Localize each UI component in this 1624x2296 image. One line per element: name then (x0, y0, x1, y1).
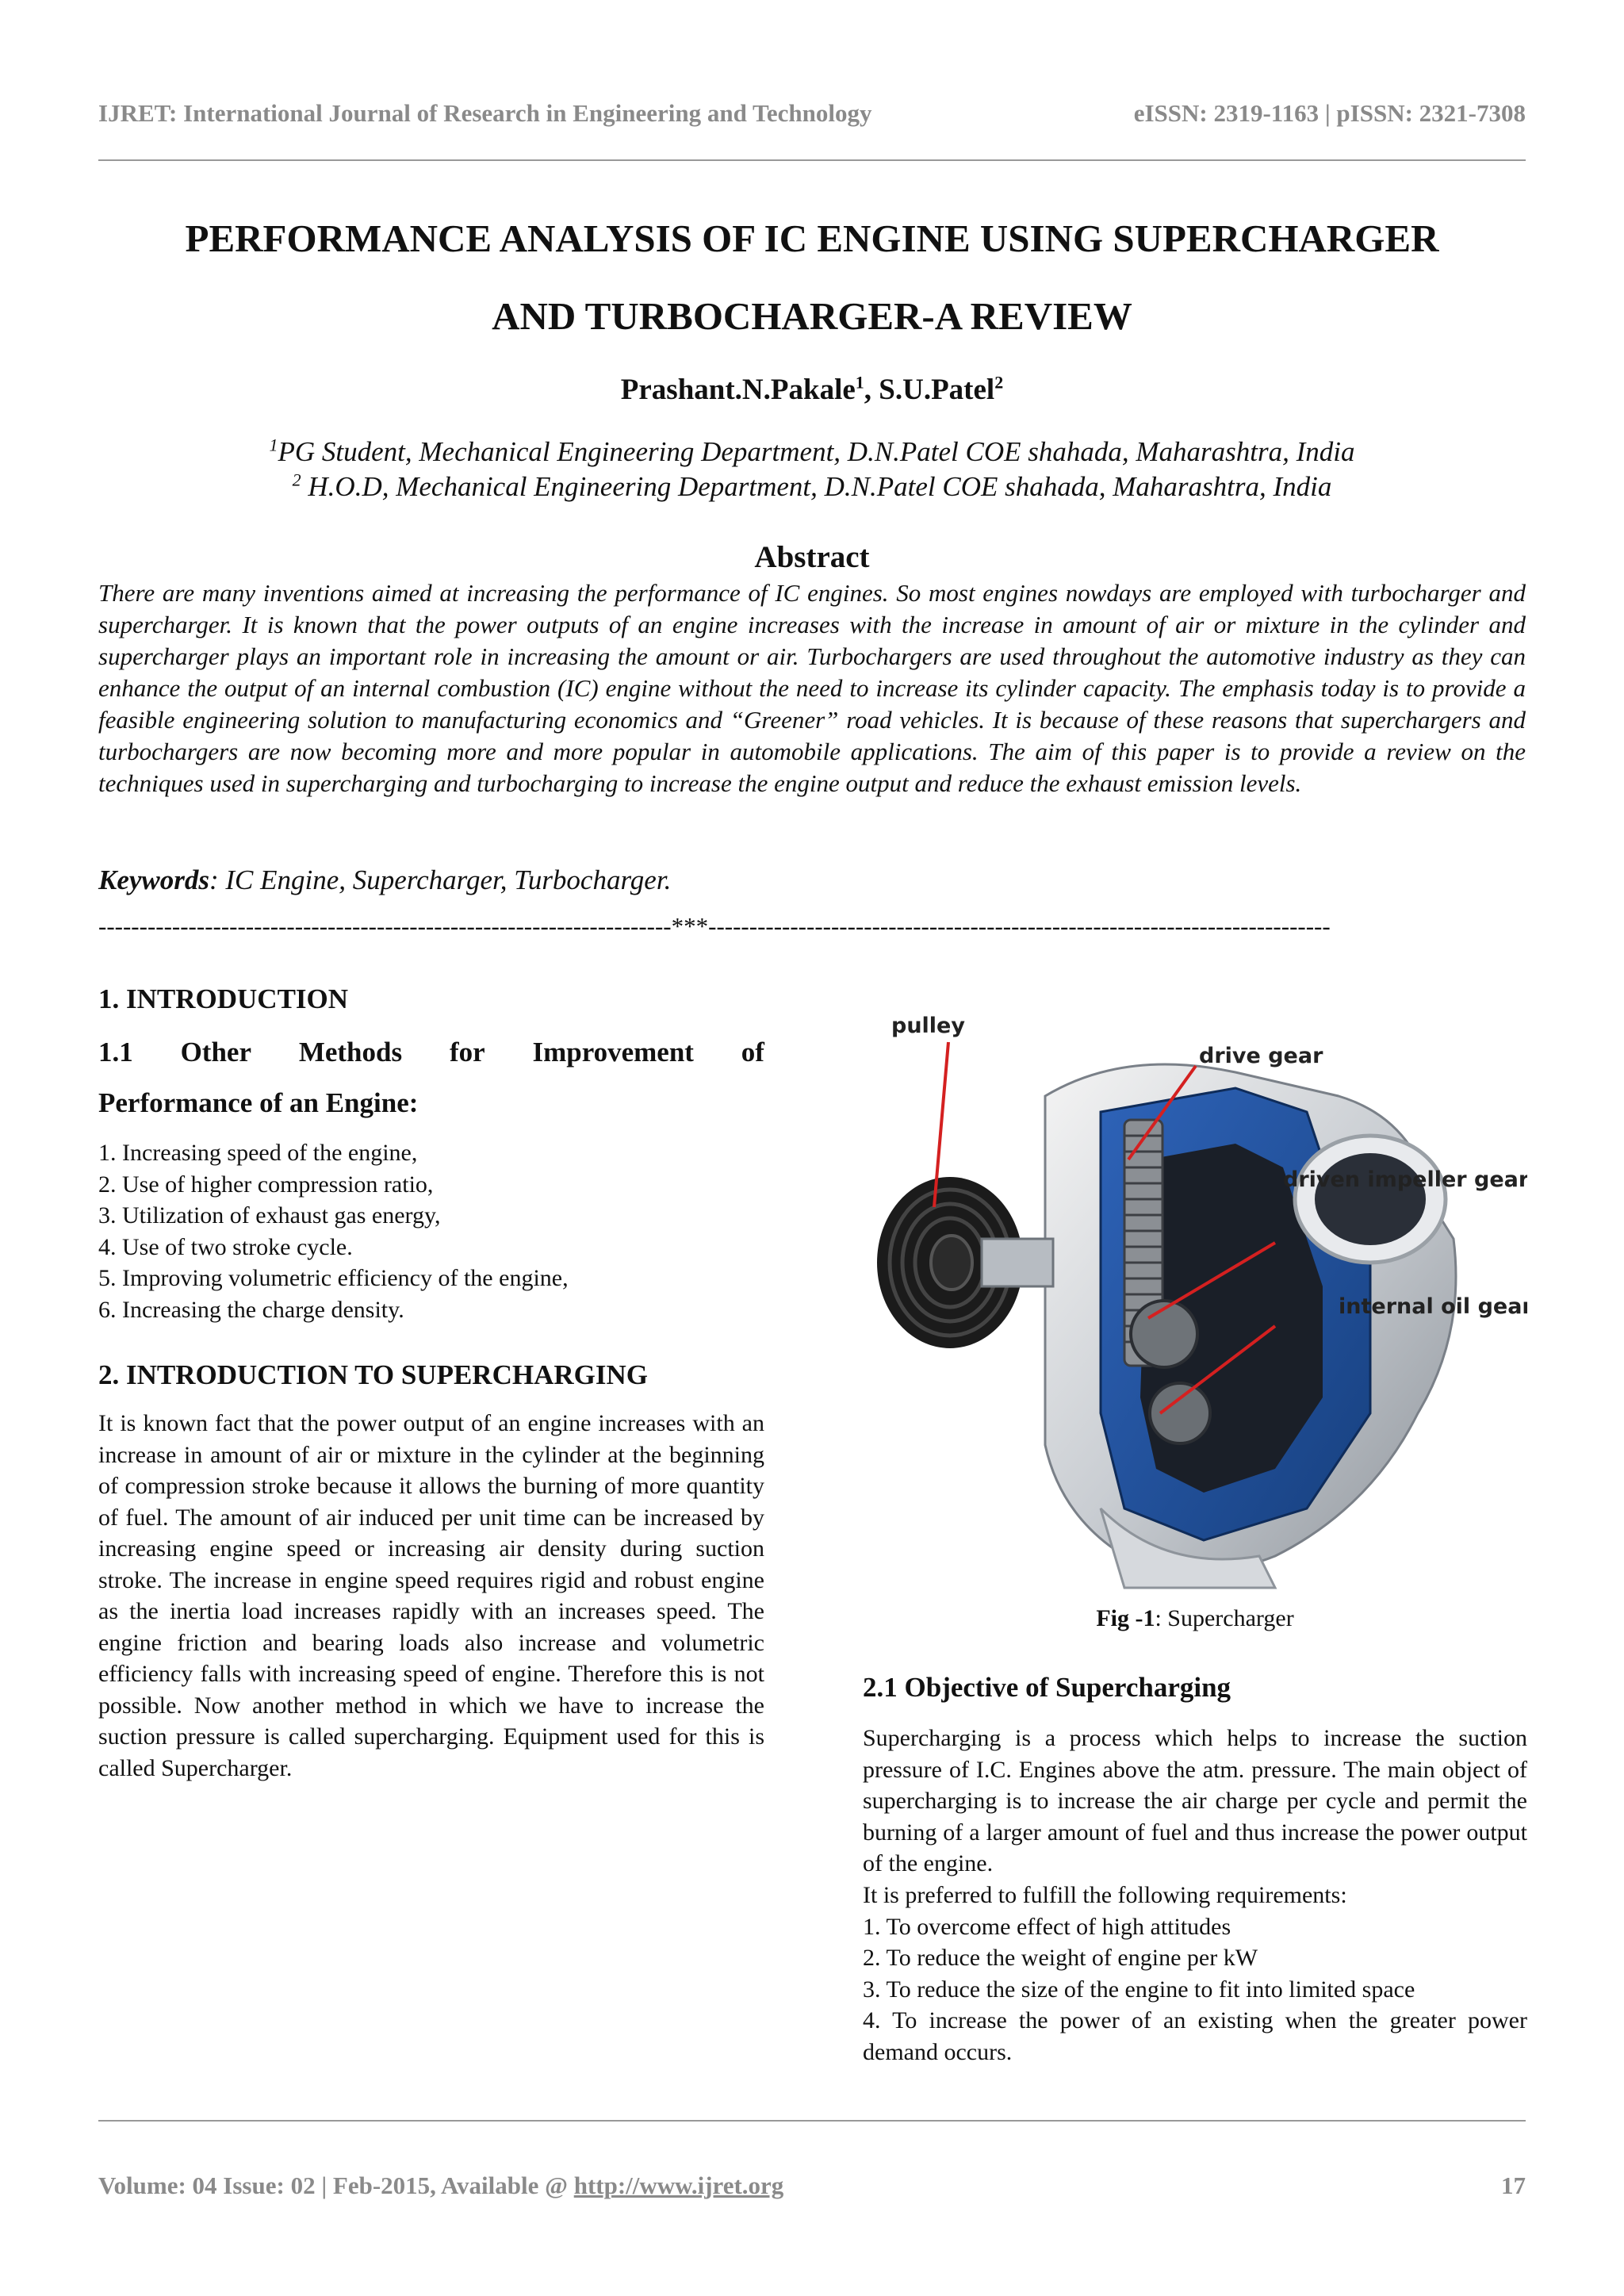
keywords-text: : IC Engine, Supercharger, Turbocharger. (209, 864, 672, 895)
impeller-gear (1131, 1301, 1197, 1367)
affiliation-2-text: H.O.D, Mechanical Engineering Department, D.N.Patel COE shahada, Maharashtra, India (301, 471, 1332, 502)
list-item: 1. Increasing speed of the engine, (98, 1140, 418, 1166)
heading-word: Other (180, 1037, 251, 1068)
label-internal-oil-gear: internal oil gear (1339, 1294, 1527, 1319)
section-1-1-heading-line-1 (98, 1027, 764, 1078)
footer (98, 2170, 1526, 2202)
section-2-1-heading: 2.1 Objective of Supercharging (863, 1672, 1231, 1703)
authors (98, 373, 1526, 407)
heading-word: Methods (298, 1037, 403, 1068)
list-item: 5. Improving volumetric efficiency of the engine, (98, 1265, 569, 1291)
list-item: 1. To overcome effect of high attitudes (863, 1913, 1231, 1940)
title-line-2: AND TURBOCHARGER-A REVIEW (492, 294, 1132, 338)
header-rule (98, 159, 1526, 161)
list-item: 2. Use of higher compression ratio, (98, 1171, 434, 1198)
section-1-1-heading (98, 1027, 764, 1129)
list-item: 3. To reduce the size of the engine to fit into limited space (863, 1976, 1415, 2003)
section-1-1-heading-line-2: Performance of an Engine: (98, 1087, 419, 1118)
heading-word: for (449, 1037, 485, 1068)
heading-word: of (741, 1037, 764, 1068)
paper-title (98, 200, 1526, 355)
keywords (98, 864, 671, 896)
section-2-text: It is known fact that the power output of an engine increases with an increase in amount of air or mixture in the cylinder at the beginning of compression stroke because it allows the burning of more quantity of fuel. The amount of air induced per unit time can be increased by increasing engine speed or increasing air density during suction stroke. The increase in engine speed requires rigid and robust engine as the inertia load increases rapidly with an increases speed. The engine friction and bearing loads also increase and volumetric efficiency falls with increasing speed of engine. Therefore this is not possible. Now another method in which we have to increase the suction pressure is called supercharging. Equipment used for this is called Supercharger. (98, 1410, 764, 1781)
figure-caption-text: : Supercharger (1155, 1605, 1294, 1631)
heading-word: 1.1 (98, 1037, 133, 1068)
list-item: 6. Increasing the charge density. (98, 1296, 404, 1323)
figure-caption-label: Fig -1 (1096, 1605, 1155, 1631)
improvement-methods-list (98, 1137, 764, 1325)
author-sep: , (864, 374, 879, 406)
affiliation-1-sup: 1 (269, 435, 278, 455)
author-2-sup: 2 (994, 372, 1004, 393)
journal-link[interactable]: http://www.ijret.org (573, 2171, 784, 2199)
author-1: Prashant.N.Pakale (620, 374, 856, 406)
page-number: 17 (1501, 2171, 1526, 2199)
label-driven-impeller-gear: driven impeller gear (1283, 1167, 1527, 1192)
affiliation-1 (98, 435, 1526, 470)
affiliation-2-sup: 2 (292, 470, 301, 490)
list-item: 2. To reduce the weight of engine per kW (863, 1945, 1258, 1971)
list-item: 4. Use of two stroke cycle. (98, 1233, 353, 1260)
author-2: S.U.Patel (879, 374, 995, 406)
affiliation-1-text: PG Student, Mechanical Engineering Department, D.N.Patel COE shahada, Maharashtra, India (278, 436, 1355, 467)
heading-word: Improvement (532, 1037, 694, 1068)
section-2-1-text: Supercharging is a process which helps to increase the suction pressure of I.C. Engines above the atm. pressure. The main object of supercharging is to increase the air charge per cycle and permit the burning of a larger amount of fuel and thus increase the power output of the engine. (863, 1725, 1527, 1876)
oil-gear (1150, 1383, 1210, 1443)
list-item: 3. Utilization of exhaust gas energy, (98, 1202, 441, 1228)
requirements-intro: It is preferred to fulfill the following requirements: (863, 1882, 1347, 1908)
journal-name: IJRET: International Journal of Research in Engineering and Technology (98, 99, 872, 127)
abstract-heading: Abstract (754, 540, 870, 574)
affiliations (98, 435, 1526, 504)
abstract-text: There are many inventions aimed at increasing the performance of IC engines. So most engines nowdays are employed with turbocharger and supercharger. It is known that the power outputs of an engine increases with the increase in amount of air or mixture in the cylinder and supercharger plays an important role in increasing the amount or air. Turbochargers are used throughout the automotive industry as they can enhance the output of an internal combustion (IC) engine without the need to increase its cylinder capacity. The emphasis today is to provide a feasible engineering solution to manufacturing economics and “Greener” road vehicles. It is because of these reasons that superchargers and turbochargers are now becoming more and more popular in automobile applications. The aim of this paper is to provide a review on the techniques used in supercharging and turbocharging to increase the engine output and reduce the exhaust emission levels. (98, 579, 1526, 797)
label-pulley: pulley (891, 1014, 965, 1038)
requirements-block (863, 1880, 1527, 2068)
section-1-heading: 1. INTRODUCTION (98, 983, 349, 1014)
section-2-heading: 2. INTRODUCTION TO SUPERCHARGING (98, 1359, 648, 1390)
author-1-sup: 1 (855, 372, 864, 393)
keywords-label: Keywords (98, 864, 209, 895)
issn: eISSN: 2319-1163 | pISSN: 2321-7308 (1133, 99, 1526, 127)
supercharger-figure (863, 1001, 1527, 1604)
title-line-1: PERFORMANCE ANALYSIS OF IC ENGINE USING SUPERCHARGER (185, 217, 1439, 260)
shaft (982, 1239, 1053, 1286)
footer-rule (98, 2120, 1526, 2122)
affiliation-2 (98, 470, 1526, 504)
running-header (98, 98, 1526, 129)
footer-volume (98, 2171, 783, 2200)
list-item: 4. To increase the power of an existing when the greater power demand occurs. (863, 2007, 1527, 2065)
label-drive-gear: drive gear (1199, 1044, 1323, 1068)
footer-volume-text: Volume: 04 Issue: 02 | Feb-2015, Available @ (98, 2171, 574, 2199)
figure-caption (863, 1605, 1527, 1632)
separator-line: ----------------------------------------------------------------------***---------------------------------------------------------------------------- (98, 912, 1331, 940)
